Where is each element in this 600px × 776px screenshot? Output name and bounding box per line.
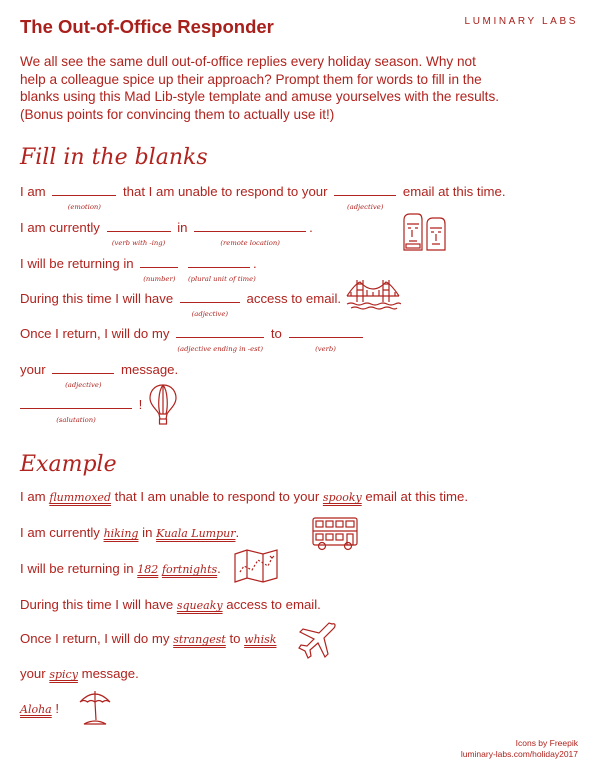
line-text: message.: [121, 362, 179, 377]
example-line-3: [20, 561, 221, 578]
line-text: Once I return, I will do my: [20, 631, 170, 646]
blank-line-7: [20, 396, 143, 424]
blank-hint: (adjective): [347, 203, 384, 211]
intro-paragraph: [20, 53, 585, 123]
example-word: spooky: [322, 491, 362, 504]
hot-air-balloon-icon: [148, 383, 178, 427]
blank-number[interactable]: [140, 255, 178, 283]
line-text: I am: [20, 184, 46, 199]
example-word: Aloha: [20, 703, 52, 716]
example-line-6: [20, 666, 139, 683]
line-text: message.: [81, 666, 139, 681]
line-text: .: [235, 525, 240, 540]
line-text: email at this time.: [365, 489, 468, 504]
line-text: .: [252, 256, 257, 271]
golden-gate-bridge-icon: [345, 276, 401, 310]
line-text: !: [138, 397, 143, 412]
example-line-5: [20, 631, 276, 648]
blank-verb[interactable]: [289, 325, 363, 353]
blank-line-2: [20, 219, 313, 247]
line-text: your: [20, 666, 46, 681]
example-word: flummoxed: [49, 491, 111, 504]
line-text: Once I return, I will do my: [20, 326, 170, 341]
page-title: The Out-of-Office Responder: [20, 16, 274, 37]
blank-line-1: [20, 183, 506, 211]
blank-hint: (adjective): [65, 381, 102, 389]
example-word: spicy: [49, 668, 78, 681]
blank-hint: (emotion): [67, 203, 101, 211]
line-text: to: [270, 326, 282, 341]
line-text: your: [20, 362, 46, 377]
blank-hint: (adjective): [191, 310, 229, 318]
blank-hint: (number): [143, 275, 176, 283]
credits: [461, 738, 578, 760]
line-text: I am: [20, 489, 46, 504]
example-word: fortnights: [161, 563, 218, 576]
folded-map-icon: [232, 548, 280, 584]
blank-adjective-est[interactable]: [176, 325, 264, 353]
blank-line-4: [20, 290, 342, 318]
blank-hint: (verb): [315, 345, 336, 353]
example-word: Kuala Lumpur: [156, 527, 236, 540]
blank-adjective[interactable]: [52, 361, 114, 389]
line-text: that I am unable to respond to your: [114, 489, 320, 504]
line-text: access to email.: [226, 597, 321, 612]
line-text: !: [55, 701, 60, 716]
line-text: .: [309, 220, 313, 235]
example-line-7: [20, 701, 59, 718]
example-line-1: [20, 489, 468, 506]
line-text: I am currently: [20, 220, 100, 235]
brand-logo: LUMINARY LABS: [464, 16, 578, 27]
line-text: that I am unable to respond to your: [123, 184, 328, 199]
line-text: in: [142, 525, 153, 540]
blank-verb-ing[interactable]: [107, 219, 171, 247]
line-text: During this time I will have: [20, 597, 174, 612]
double-decker-bus-icon: [310, 515, 360, 551]
blank-hint: (plural unit of time): [187, 275, 256, 283]
blank-plural-unit[interactable]: [187, 255, 256, 283]
line-text: I will be returning in: [20, 256, 134, 271]
blank-line-5: [20, 325, 366, 353]
line-text: .: [217, 561, 221, 576]
example-word: strangest: [173, 633, 226, 646]
line-text: access to email.: [246, 291, 342, 306]
beach-umbrella-icon: [78, 688, 112, 728]
intro-line: blanks using this Mad Lib-style template and amuse yourselves with the results.: [20, 89, 500, 104]
blank-hint: (salutation): [56, 416, 96, 424]
blank-adjective[interactable]: [180, 290, 240, 318]
blank-remote-location[interactable]: [194, 219, 306, 247]
example-line-4: [20, 597, 321, 614]
blank-hint: (adjective ending in -est): [177, 345, 263, 353]
airplane-icon: [296, 620, 338, 662]
blank-line-3: [20, 255, 257, 283]
fill-in-heading: Fill in the blanks: [20, 145, 208, 170]
line-text: During this time I will have: [20, 291, 174, 306]
intro-line: (Bonus points for convincing them to actually use it!): [20, 106, 335, 122]
moai-icon: [400, 210, 450, 252]
example-word: squeaky: [176, 599, 223, 612]
blank-hint: (verb with -ing): [111, 239, 166, 247]
blank-adjective[interactable]: [334, 183, 396, 211]
blank-salutation[interactable]: [20, 396, 132, 424]
example-word: hiking: [103, 527, 139, 540]
line-text: I will be returning in: [20, 561, 134, 576]
icon-credit: Icons by Freepik: [515, 738, 578, 748]
line-text: to: [229, 631, 241, 646]
website-link[interactable]: luminary-labs.com/holiday2017: [460, 749, 578, 759]
example-line-2: [20, 525, 239, 542]
line-text: email at this time.: [402, 184, 506, 199]
intro-line: help a colleague spice up their approach? Prompt them for words to fill in the: [20, 71, 482, 87]
blank-emotion[interactable]: [52, 183, 116, 211]
example-heading: Example: [20, 452, 117, 477]
blank-hint: (remote location): [220, 239, 280, 247]
intro-line: We all see the same dull out-of-office replies every holiday season. Why not: [20, 54, 476, 69]
line-text: I am currently: [20, 525, 100, 540]
example-word: 182: [137, 563, 159, 576]
blank-line-6: [20, 361, 179, 389]
line-text: in: [177, 220, 188, 235]
example-word: whisk: [244, 633, 277, 646]
